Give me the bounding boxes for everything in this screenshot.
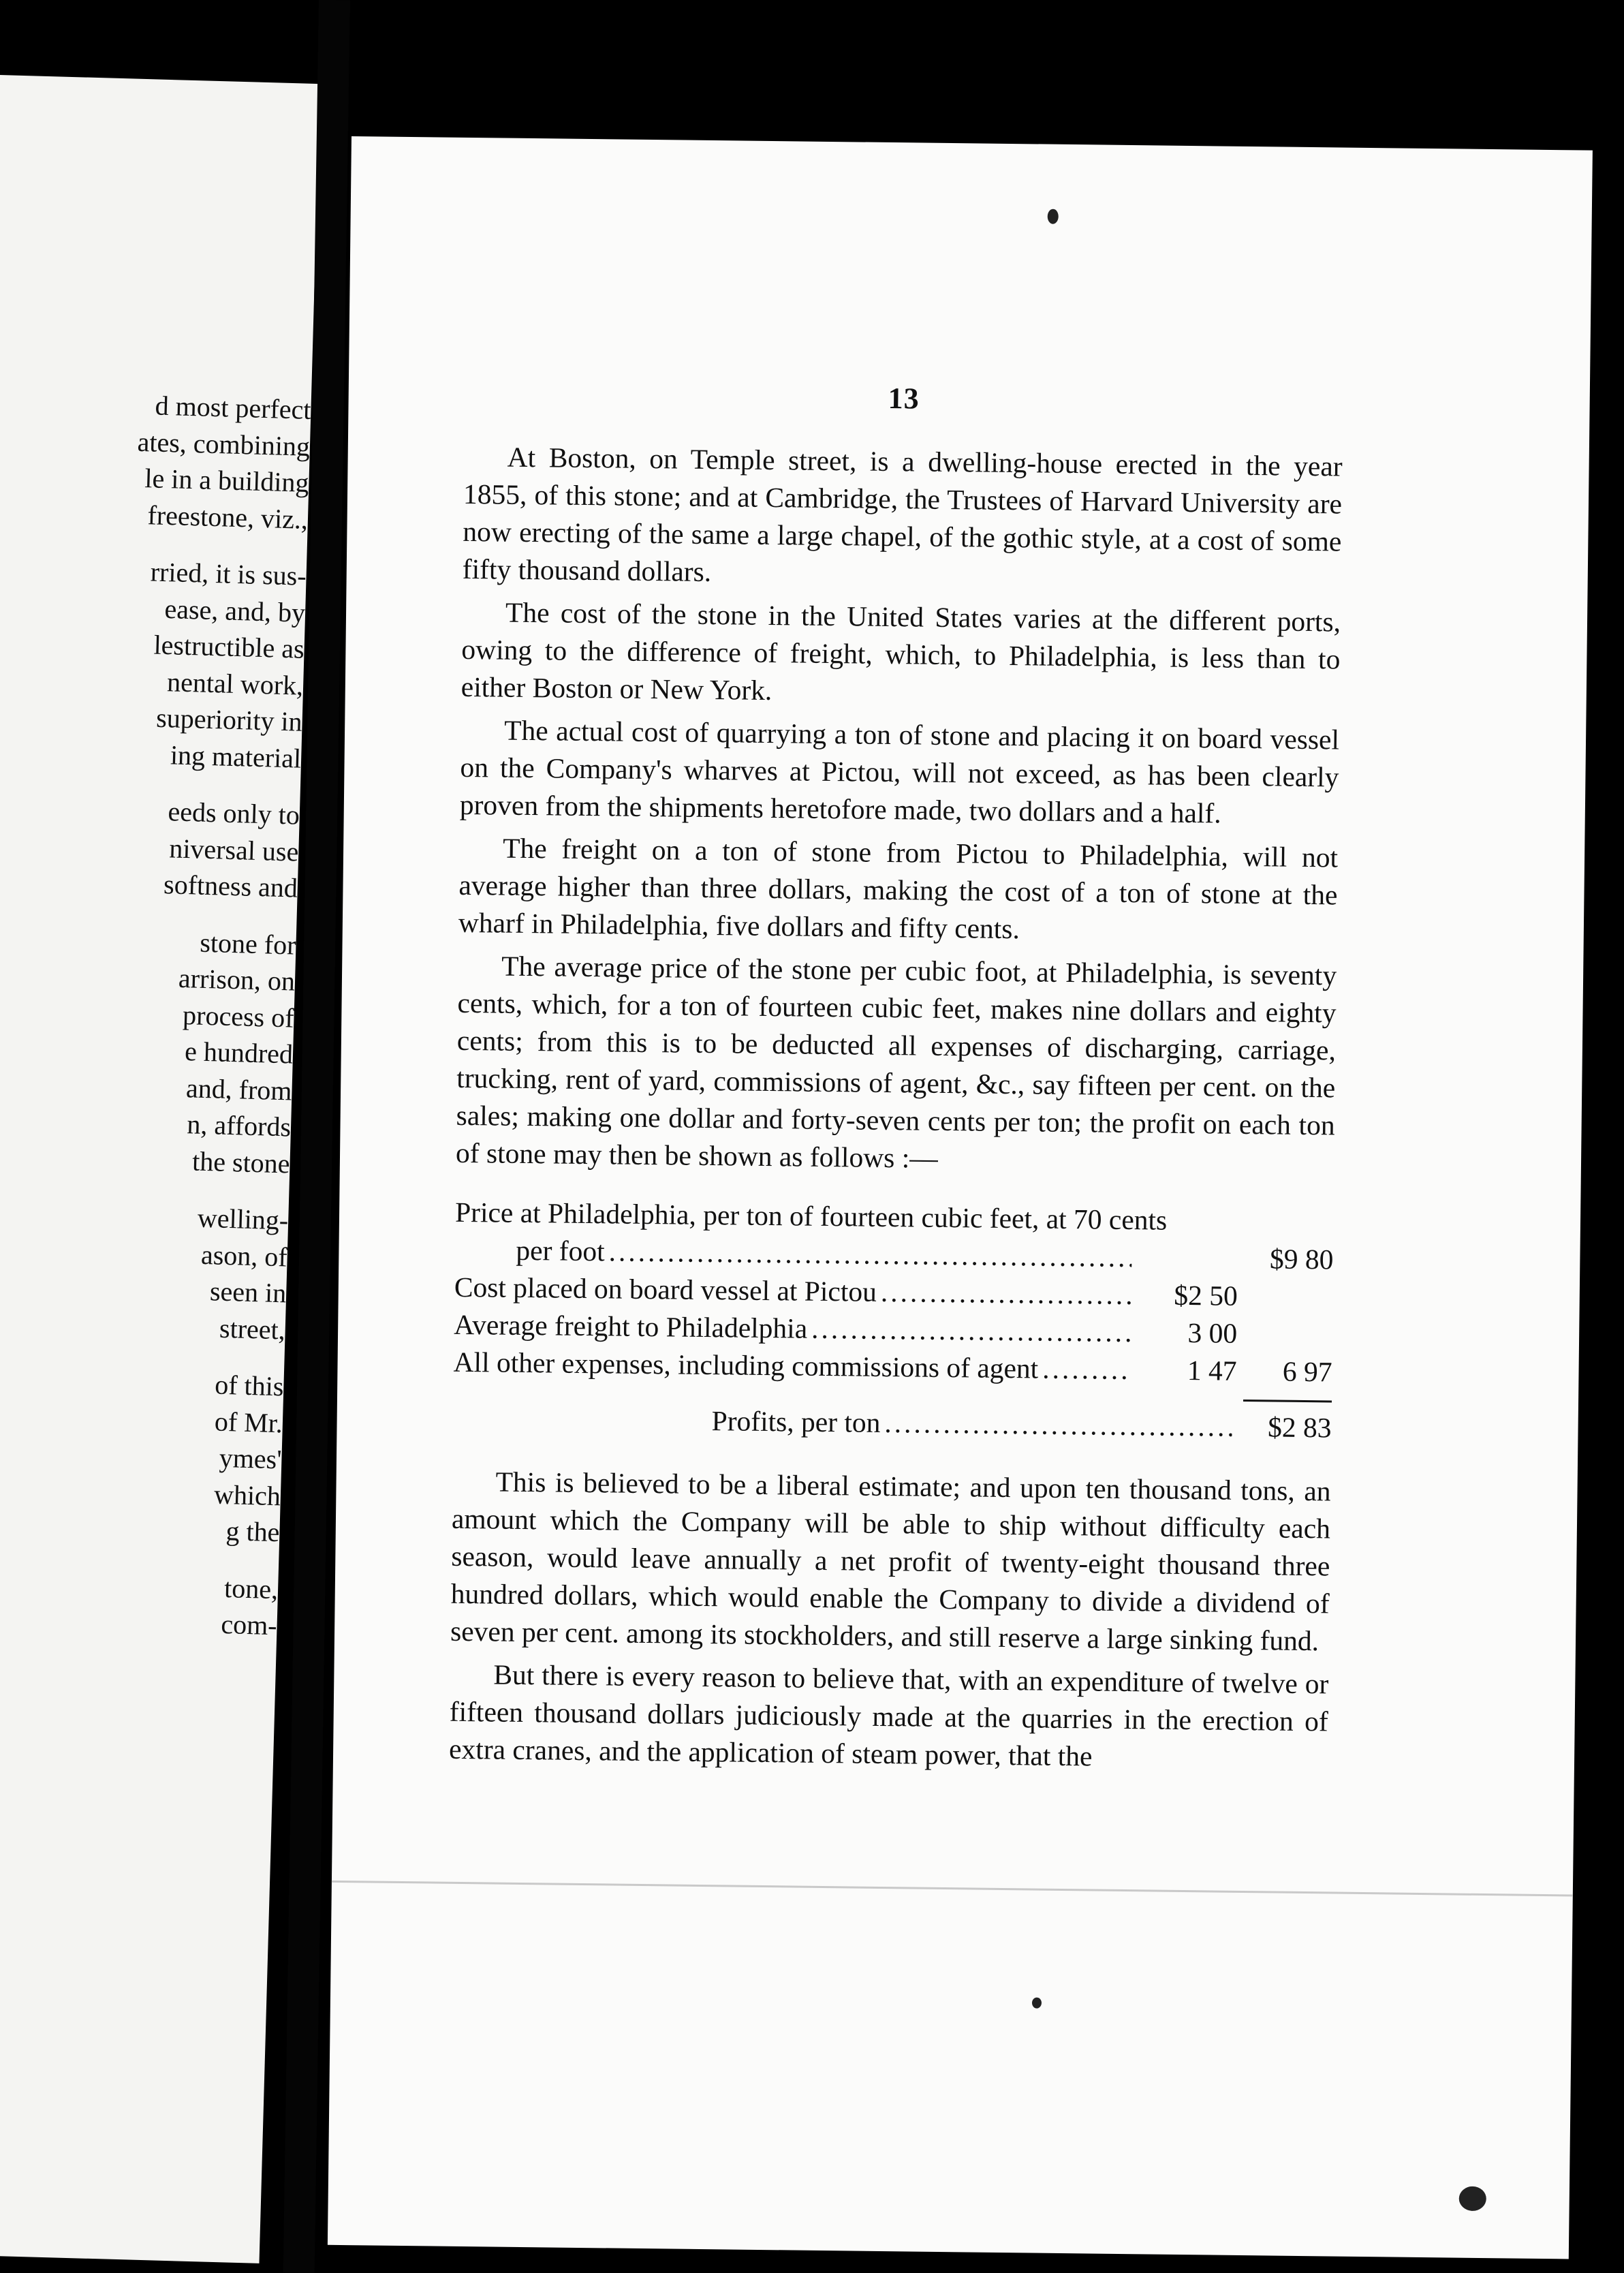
left-page-line: the stone <box>191 1145 291 1179</box>
paragraph: The cost of the stone in the United States varies at the different ports, owing to the difference of freight, which, to Philadelphia, is less than to either Boston or New York. <box>460 596 1341 707</box>
ledger-amount <box>1136 1267 1238 1268</box>
paragraph: At Boston, on Temple street, is a dwelling-house erected in the year 1855, of this stone; and at Cambridge, the Trustees of Harvard University are now erecting of the same a large chapel, of the gothic style, at a cost of some fifty thousand dollars. <box>462 441 1343 588</box>
left-page-line <box>102 903 320 912</box>
paragraph: The average price of the stone per cubic foot, at Philadelphia, is seventy cents, which, for a ton of fourteen cubic feet, makes nine dollars and eighty cents; from this is to be deducted all expenses of discharging, carriage, trucking, rent of yard, commissions of agent, &c., say fifteen per cent. on the sales; making one dollar and forty-seven cents per ton; the profit on each ton of stone may then be shown as follows :— <box>455 950 1337 1174</box>
left-page-line <box>90 1344 320 1353</box>
ledger-label: per foot <box>516 1234 605 1267</box>
left-page-line <box>95 1179 320 1188</box>
left-page-line: freestone, viz., <box>146 499 309 535</box>
left-page-line: superiority in <box>155 702 303 737</box>
ledger-label: Cost placed on board vessel at Pictou <box>454 1271 877 1308</box>
ledger-label: Average freight to Philadelphia <box>453 1308 808 1344</box>
left-page-line: ymes' <box>219 1442 283 1475</box>
paragraph: The actual cost of quarrying a ton of stone and placing it on board vessel on the Company's wharves at Pictou, will not exceed, as has been clearly proven from the shipments heretofore made, two dollars and a half. <box>459 714 1340 829</box>
left-page-line: ing material <box>170 739 302 774</box>
leader-dots <box>608 1233 1131 1276</box>
left-page-line: seen in <box>209 1275 287 1309</box>
left-page-line: of Mr. <box>214 1406 283 1438</box>
ledger-label: Price at Philadelphia, per ton of fourteen cubic feet, at 70 cents <box>454 1196 1168 1236</box>
left-page-line <box>106 773 319 782</box>
profit-ledger <box>452 1194 1334 1447</box>
left-page-line: stone for <box>199 927 297 961</box>
left-page-line: arrison, on <box>178 962 296 997</box>
left-page-line: g the <box>225 1515 281 1548</box>
left-page-line: ates, combining <box>137 426 311 462</box>
left-page-line: com- <box>220 1608 278 1641</box>
ledger-total: $9 80 <box>1269 1243 1334 1275</box>
ledger-profit-row <box>452 1400 1332 1447</box>
left-page-line: rried, it is sus- <box>150 556 307 591</box>
left-page-line: ason, of <box>200 1239 288 1272</box>
leader-dots <box>1042 1350 1131 1389</box>
left-page-line: which <box>213 1479 281 1511</box>
left-page-line: of this <box>214 1369 285 1402</box>
left-page-line: niversal use <box>168 832 299 867</box>
leader-dots <box>881 1273 1132 1314</box>
ledger-label: All other expenses, including commissions of agent <box>453 1346 1039 1385</box>
left-page-line: d most perfect <box>155 390 312 425</box>
page-body <box>449 376 1343 1784</box>
left-page <box>0 75 320 2263</box>
ledger-total: $2 83 <box>1267 1411 1332 1444</box>
left-page-line <box>112 534 320 543</box>
page-number: 13 <box>888 381 920 416</box>
scan-speck <box>1459 2186 1486 2211</box>
left-page-line: eeds only to <box>167 796 300 831</box>
ledger-total <box>1237 1343 1332 1344</box>
left-page-line: nental work, <box>166 666 304 701</box>
ledger-amount: 1 47 <box>1187 1355 1237 1387</box>
left-page-line: welling- <box>197 1202 289 1236</box>
paragraph: But there is every reason to believe that, with an expenditure of twelve or fifteen thousand dollars judiciously made at the quarries in the erection of extra cranes, and the application of steam power, that the <box>448 1658 1329 1772</box>
ledger-label: Profits, per ton <box>711 1405 881 1438</box>
leader-dots <box>884 1404 1232 1446</box>
scan-speck <box>1048 209 1059 224</box>
left-page-line: and, from <box>185 1072 293 1107</box>
ledger-total: 6 97 <box>1282 1355 1332 1388</box>
sum-rule <box>1243 1400 1332 1402</box>
left-page-line: softness and <box>163 869 298 903</box>
left-page-line: lestructible as <box>153 629 305 664</box>
left-page-text <box>0 75 320 2263</box>
left-page-line: process of <box>182 999 295 1034</box>
ledger-total <box>1238 1305 1333 1307</box>
left-page-line: ease, and, by <box>164 593 306 628</box>
left-page-line: e hundred <box>184 1036 294 1070</box>
left-page-line <box>84 1547 320 1556</box>
left-page-line: n, affords <box>186 1109 292 1143</box>
left-page-line: tone, <box>223 1572 279 1605</box>
main-page <box>328 136 1593 2259</box>
scan-speck <box>1032 1998 1042 2009</box>
ledger-amount: $2 50 <box>1174 1279 1238 1312</box>
left-page-line: le in a building <box>144 463 310 498</box>
ledger-amount: 3 00 <box>1187 1317 1238 1349</box>
paragraph: The freight on a ton of stone from Pictou to Philadelphia, will not average higher than three dollars, making the cost of a ton of stone at the wharf in Philadelphia, five dollars and fifty cents. <box>458 832 1339 945</box>
left-page-line: street, <box>219 1312 286 1345</box>
paragraph: This is believed to be a liberal estimate; and upon ten thousand tons, an amount which the Company will be able to ship without difficulty each season, would leave annually a net profit of twenty-eight thousand three hundred dollars, which would enable the Company to divide a dividend of seven per cent. among its stockholders, and still reserve a large sinking fund. <box>450 1466 1331 1657</box>
leader-dots <box>811 1310 1131 1351</box>
